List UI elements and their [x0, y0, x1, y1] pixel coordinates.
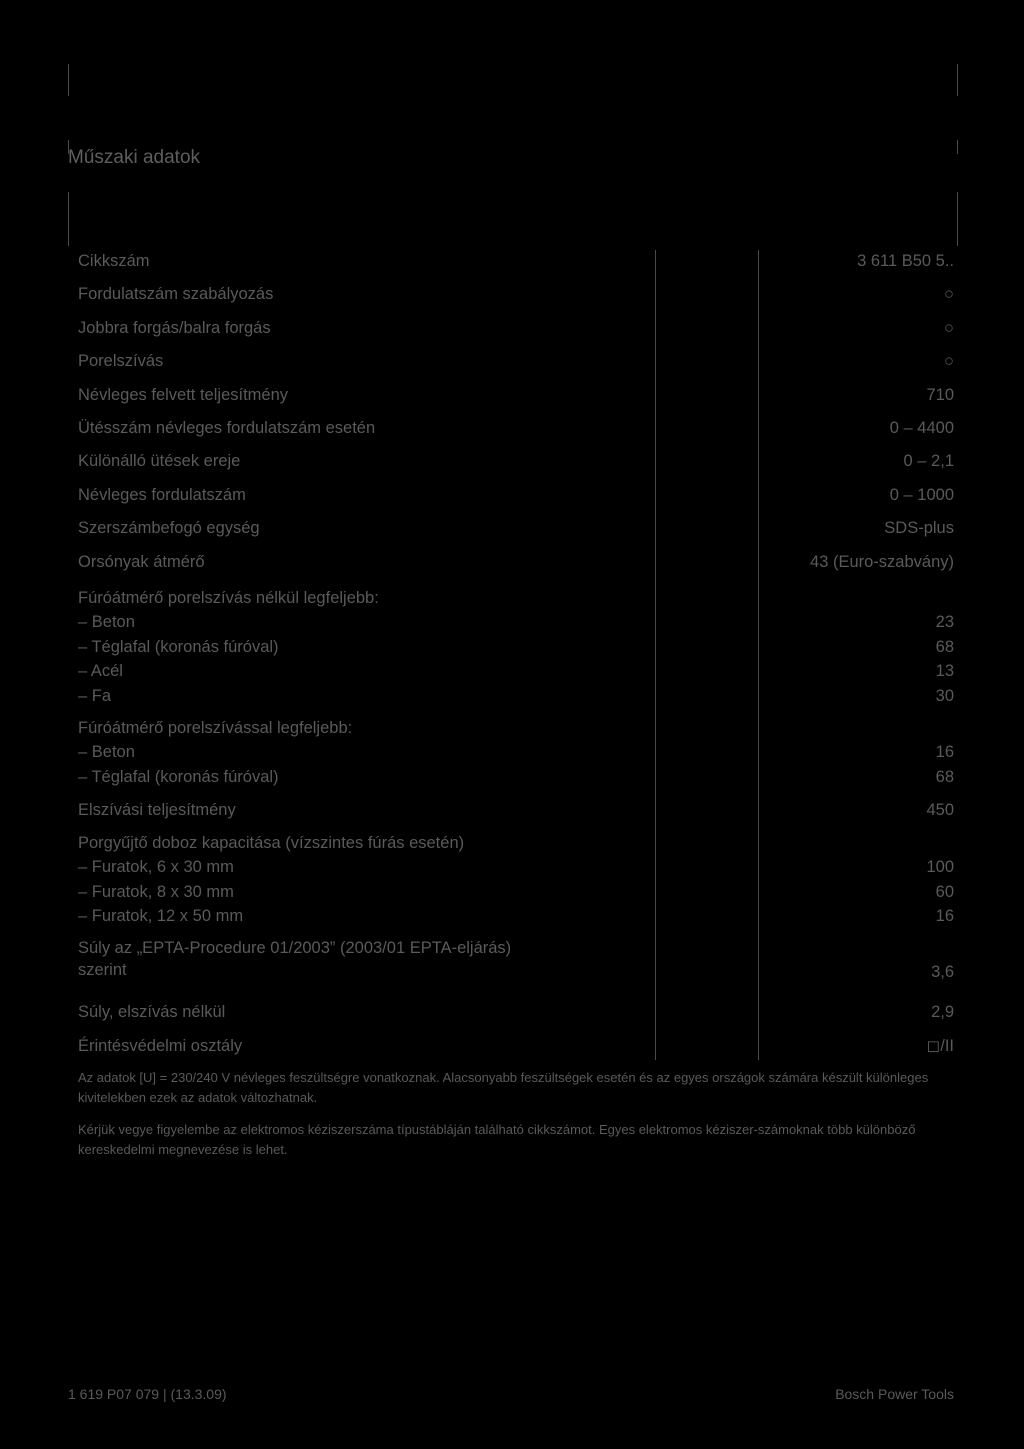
note-article-number: Kérjük vegye figyelembe az elektromos kéziszerszáma típustábláján található cikkszámot. Egyes elektromos kéziszer-számoknak több különböző kereskedelmi megnevezése is lehet.	[78, 1122, 916, 1157]
spec-value: 0 – 2,1	[903, 452, 954, 471]
section-header: Porgyűjtő doboz kapacitása (vízszintes fúrás esetén)	[78, 833, 465, 852]
spec-row-dust-extraction	[78, 350, 954, 383]
drill-dust-masonry	[78, 766, 954, 799]
frame-line-right-top	[957, 64, 958, 96]
spec-value: ◻/II	[926, 1036, 954, 1055]
frame-line-left-top	[68, 64, 69, 96]
frame-line-left-low	[68, 192, 69, 246]
drill-no-dust-header	[78, 587, 954, 612]
drill-no-dust-steel	[78, 660, 954, 685]
spec-row-tool-holder	[78, 517, 954, 550]
spec-label: Névleges fordulatszám	[78, 485, 246, 504]
spec-label: Elszívási teljesítmény	[78, 800, 236, 819]
spec-row-impact-rate	[78, 417, 954, 450]
spec-label: Különálló ütések ereje	[78, 452, 241, 471]
section-header: Fúróátmérő porelszívással legfeljebb:	[78, 718, 353, 737]
spec-label: – Beton	[78, 613, 135, 632]
drill-dust-concrete	[78, 741, 954, 766]
spec-value: 30	[935, 686, 954, 705]
spec-row-impact-energy	[78, 450, 954, 483]
spec-label: Súly az „EPTA-Procedure 01/2003” (2003/01 EPTA-eljárás) szerint	[78, 939, 512, 980]
spec-value: 0 – 4400	[889, 418, 954, 437]
drill-no-dust-concrete	[78, 611, 954, 636]
spec-value: ○	[944, 318, 954, 337]
spec-value: 68	[935, 767, 954, 786]
page-title: Műszaki adatok	[68, 147, 201, 168]
spec-value: 23	[935, 613, 954, 632]
spec-label: – Fa	[78, 686, 112, 705]
spec-value: 16	[935, 907, 954, 926]
spec-value: 2,9	[931, 1003, 954, 1022]
spec-label: Érintésvédelmi osztály	[78, 1036, 243, 1055]
spec-value: 3 611 B50 5..	[857, 252, 954, 270]
spec-value: 16	[935, 743, 954, 762]
dustbox-holes-12x50	[78, 905, 954, 937]
frame-line-right-mid	[957, 140, 958, 154]
spec-value: 3,6	[931, 963, 954, 982]
footer-document-number: 1 619 P07 079 | (13.3.09)	[68, 1386, 227, 1402]
spec-label: Cikkszám	[78, 252, 150, 270]
spec-row-rotation	[78, 317, 954, 350]
spec-row-spindle-collar	[78, 551, 954, 587]
drill-no-dust-masonry	[78, 636, 954, 661]
spec-label: Fordulatszám szabályozás	[78, 285, 274, 304]
section-header: Fúróátmérő porelszívás nélkül legfeljebb:	[78, 588, 379, 607]
spec-label: – Beton	[78, 743, 135, 762]
spec-label: Szerszámbefogó egység	[78, 519, 260, 538]
footer-brand: Bosch Power Tools	[835, 1386, 954, 1402]
note-voltage: Az adatok [U] = 230/240 V névleges feszültségre vonatkoznak. Alacsonyabb feszültségek esetén és az egyes országok számára készült különleges kivitelekben ezek az adatok változhatnak.	[78, 1070, 929, 1105]
spec-label: Orsónyak átmérő	[78, 552, 205, 571]
dustbox-holes-8x30	[78, 881, 954, 906]
spec-label: Porelszívás	[78, 352, 164, 371]
spec-row-weight-no-suction	[78, 1001, 954, 1034]
spec-value: 68	[935, 637, 954, 656]
spec-value: 0 – 1000	[889, 485, 954, 504]
spec-row-protection-class	[78, 1035, 954, 1068]
spec-label: – Acél	[78, 662, 123, 681]
spec-value: 710	[926, 385, 954, 404]
spec-value: 13	[935, 662, 954, 681]
spec-value: SDS-plus	[884, 519, 954, 538]
spec-row-article-number	[78, 250, 954, 283]
spec-row-rated-speed	[78, 484, 954, 517]
dustbox-holes-6x30	[78, 856, 954, 881]
frame-line-right-low	[957, 192, 958, 246]
spec-label: Jobbra forgás/balra forgás	[78, 318, 271, 337]
spec-table	[78, 250, 954, 1068]
spec-row-speed-control	[78, 283, 954, 316]
dustbox-header	[78, 832, 954, 857]
spec-value: ○	[944, 285, 954, 304]
spec-label: – Téglafal (koronás fúróval)	[78, 637, 279, 656]
spec-label: – Furatok, 12 x 50 mm	[78, 907, 244, 926]
spec-value: 450	[926, 800, 954, 819]
spec-value: 100	[926, 858, 954, 877]
spec-row-suction-power	[78, 799, 954, 832]
spec-value: 60	[935, 882, 954, 901]
spec-label: Névleges felvett teljesítmény	[78, 385, 289, 404]
spec-label: – Furatok, 6 x 30 mm	[78, 858, 234, 877]
spec-row-power-input	[78, 384, 954, 417]
spec-label: – Furatok, 8 x 30 mm	[78, 882, 234, 901]
notes-section	[78, 1068, 954, 1172]
spec-value: 43 (Euro-szabvány)	[810, 552, 954, 571]
drill-dust-header	[78, 717, 954, 742]
drill-no-dust-wood	[78, 685, 954, 717]
spec-label: – Téglafal (koronás fúróval)	[78, 767, 279, 786]
spec-value: ○	[944, 352, 954, 371]
spec-label: Súly, elszívás nélkül	[78, 1003, 226, 1022]
spec-label: Ütésszám névleges fordulatszám esetén	[78, 418, 376, 437]
spec-row-weight-epta	[78, 937, 954, 1001]
